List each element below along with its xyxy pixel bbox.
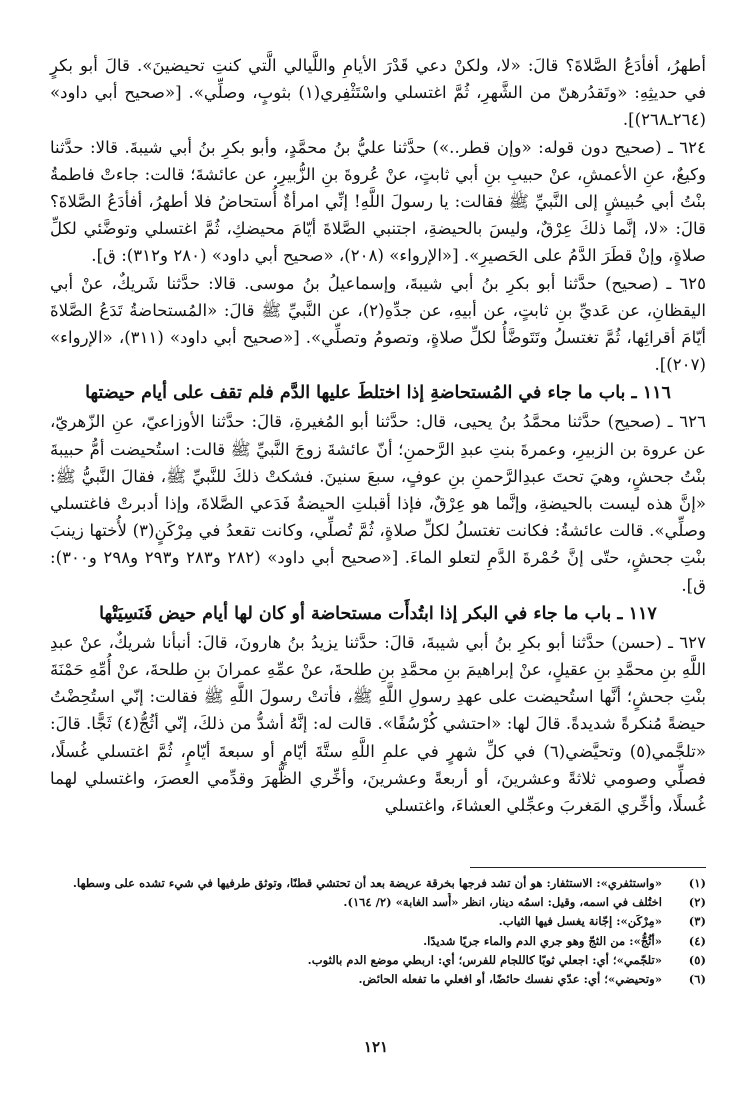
hadith-624: ٦٢٤ ـ (صحيح دون قوله: «وإن قطر..») حدَّثنا عليُّ بنُ محمَّدٍ، وأبو بكرِ بنُ أبي شيبةَ. قالا: حدَّثنا وكيعٌ، عنِ الأعمشِ، عنْ حبيبِ بنِ أبي ثابتٍ، عنْ عُروةَ بنِ الزُّبيرِ، عن عائشةَ؛ قالت: جاءتْ فاطمةُ بنْتُ أبي حُبيشٍ إلى النَّبيِّ ﷺ فقالت: يا رسولَ اللَّهِ! إنِّي امرأةٌ أُستحاضُ فلا أطهرُ، أفأدَعُ الصَّلاةَ؟ قالَ: «لا، إنَّما ذلكَ عِرْقٌ، وليسَ بالحيضةِ، اجتنبي الصَّلاةَ أيّامَ محيضكِ، ثُمَّ اغتسلي وتوضَّئي لكلِّ صلاةٍ، وإنْ قطَرَ الدَّمُ على الحَصيرِ». [«الإرواء» (٢٠٨)، «صحيح أبي داود» (٢٨٠ و٣١٢): ق].: [50, 137, 706, 266]
footnote-number: (٦): [688, 972, 706, 987]
footnotes-list: [60, 874, 706, 989]
footnote-text: «وتحيضي»؛ أي: عدّي نفسك حائضًا، أو افعلي ما تفعله الحائض.: [358, 972, 662, 987]
footnote-number: (١): [688, 876, 706, 890]
hadith-626: ٦٢٦ ـ (صحيح) حدَّثنا محمَّدُ بنُ يحيى، قال: حدَّثنا أبو المُغيرةِ، قالَ: حدَّثنا الأوزاعيّ، عنِ الزّهريّ، عن عروة بن الزبيرِ، وعمرةَ بنتِ عبدِ الرَّحمنِ؛ أنّ عائشةَ زوجَ النَّبيِّ ﷺ قالت: استُحيضت أمُّ حبيبةَ بنْتُ جحشٍ، وهيَ تحتَ عبدِالرَّحمنِ بنِ عوفٍ، سبعَ سنينَ. فشكتْ ذلكَ للنَّبيِّ ﷺ، فقالَ النَّبيُّ ﷺ: «إنَّ هذه ليست بالحيضةِ، وإنَّما هو عِرْقٌ، فإذا أقبلتِ الحيضةُ فَدَعي الصَّلاةَ، وإذا أدبرتْ فاغتسلي وصلِّي». قالت عائشةُ: فكانت تغتسلُ لكلِّ صلاةٍ، ثُمَّ تُصلِّي، وكانت تقعدُ في مِرْكَنٍ(٣) لأُختها زينبَ بنْتِ جحشٍ، حتّى إنَّ حُمْرةَ الدَّمِ لتعلو الماءَ. [«صحيح أبي داود» (٢٨٢ و٢٨٣ و٢٩٣ و٢٩٨ و٣٠٠): ق].: [50, 412, 706, 595]
hadith-625: ٦٢٥ ـ (صحيح) حدَّثنا أبو بكرِ بنُ أبي شيبةَ، وإسماعيلُ بنُ موسى. قالا: حدَّثنا شَريكٌ، عنْ أبي اليقظانِ، عن عَديِّ بنِ ثابتٍ، عن أبيهِ، عن جدِّهِ(٢)، عن النَّبيِّ ﷺ قالَ: «المُستحاضةُ تَدَعُ الصَّلاةَ أيّامَ أقرائِها، ثُمَّ تغتسلُ وتَتَوضَّأُ لكلِّ صلاةٍ، وتصومُ وتصلِّي». [«صحيح أبي داود» (٣١١)، «الإرواء» (٢٠٧)].: [50, 273, 706, 375]
page-number: ١٢١: [363, 1038, 389, 1056]
footnote: [60, 932, 706, 951]
footnote: [60, 874, 706, 893]
chapter-heading-117: ١١٧ ـ باب ما جاء في البكر إذا ابتُدأَت مستحاضة أو كان لها أيام حيض فَنَسِيَتْها: [99, 603, 657, 624]
footnote-text: «أثُجُّ»: من الثجّ وهو جري الدم والماء جريًا شديدًا.: [423, 933, 662, 948]
footnote-text: اختُلف في اسمه، وقيل: اسمُه دينار، انظر «أُسد الغابة» (٢/ ١٦٤).: [343, 895, 662, 910]
footnote-text: «تلجّمي»؛ أي: اجعلي ثوبًا كاللجام للفرس؛ أي: اربطي موضع الدم بالثوب.: [307, 952, 662, 967]
footnote: [60, 951, 706, 970]
paragraph-continued: أطهرُ، أفأدَعُ الصَّلاةَ؟ قالَ: «لا، ولكنْ دعي قَدْرَ الأيامِ واللَّيالي الَّتي كنتِ تحيضينَ». قالَ أبو بكرٍ في حديثِهِ: «وتَقدُرهنّ من الشَّهرِ، ثُمَّ اغتسلي واسْتَثْفِري(١) بثوبٍ، وصلِّي». [«صحيح أبي داود» (٢٦٤ـ٢٦٨)].: [50, 56, 707, 130]
footnote: [60, 970, 706, 989]
chapter-heading-116: ١١٦ ـ باب ما جاء في المُستحاضةِ إذا اختلطَ عليها الدَّم فلم تقف على أيام حيضتها: [85, 383, 671, 404]
footnote-divider: [470, 867, 706, 868]
footnote-text: «واستثفري»: الاستثفار: هو أن تشد فرجها بخرقة عريضة بعد أن تحتشي قطنًا، وتوثق طرفيها في شيء تشده على وسطها.: [72, 876, 662, 890]
hadith-627: ٦٢٧ ـ (حسن) حدَّثنا أبو بكرِ بنُ أبي شيبةَ، قالَ: حدَّثنا يزيدُ بنُ هارونَ، قالَ: أنبأنا شريكٌ، عنْ عبدِ اللَّهِ بنِ محمَّدِ بنِ عقيلٍ، عنْ إبراهيمَ بنِ محمَّدِ بنِ طلحةَ، عنْ عمِّهِ عمرانَ بنِ طلحةَ، عنْ أُمِّهِ حَمْنَةَ بنْتِ جحشٍ؛ أنَّها استُحيضت على عهدِ رسولِ اللَّهِ ﷺ، فأتتْ رسولَ اللَّهِ ﷺ فقالت: إنّي استُحِضْتُ حيضةً مُنكرةً شديدةً. قالَ لها: «احتشي كُرْسُفًا». قالت له: إنَّهُ أشدُّ من ذلكَ، إنّي أثُجُّ(٤) ثَجًّا. قالَ: «تلجَّمي(٥) وتحيَّضي(٦) في كلِّ شهرٍ في علمِ اللَّهِ ستَّةَ أيّامٍ أو سبعةَ أيّامٍ، ثُمَّ اغتسلي غُسلًا، فصلِّي وصومي ثلاثةً وعشرينَ، أو أربعةً وعشرينَ، وأخِّري الظُّهرَ وقدِّمي العصرَ، واغتسلي لهما غُسلًا، وأخِّري المَغربَ وعجِّلي العشاءَ، واغتسلي: [50, 632, 706, 816]
footnote-number: (٥): [688, 952, 706, 967]
footnote-number: (٣): [688, 914, 706, 929]
footnote-number: (٤): [688, 933, 706, 948]
footnote: [60, 893, 706, 912]
footnote-number: (٢): [688, 895, 706, 910]
footnote-text: «مِرْكَن»: إجّانة يغسل فيها الثياب.: [498, 914, 662, 929]
footnote: [60, 912, 706, 931]
